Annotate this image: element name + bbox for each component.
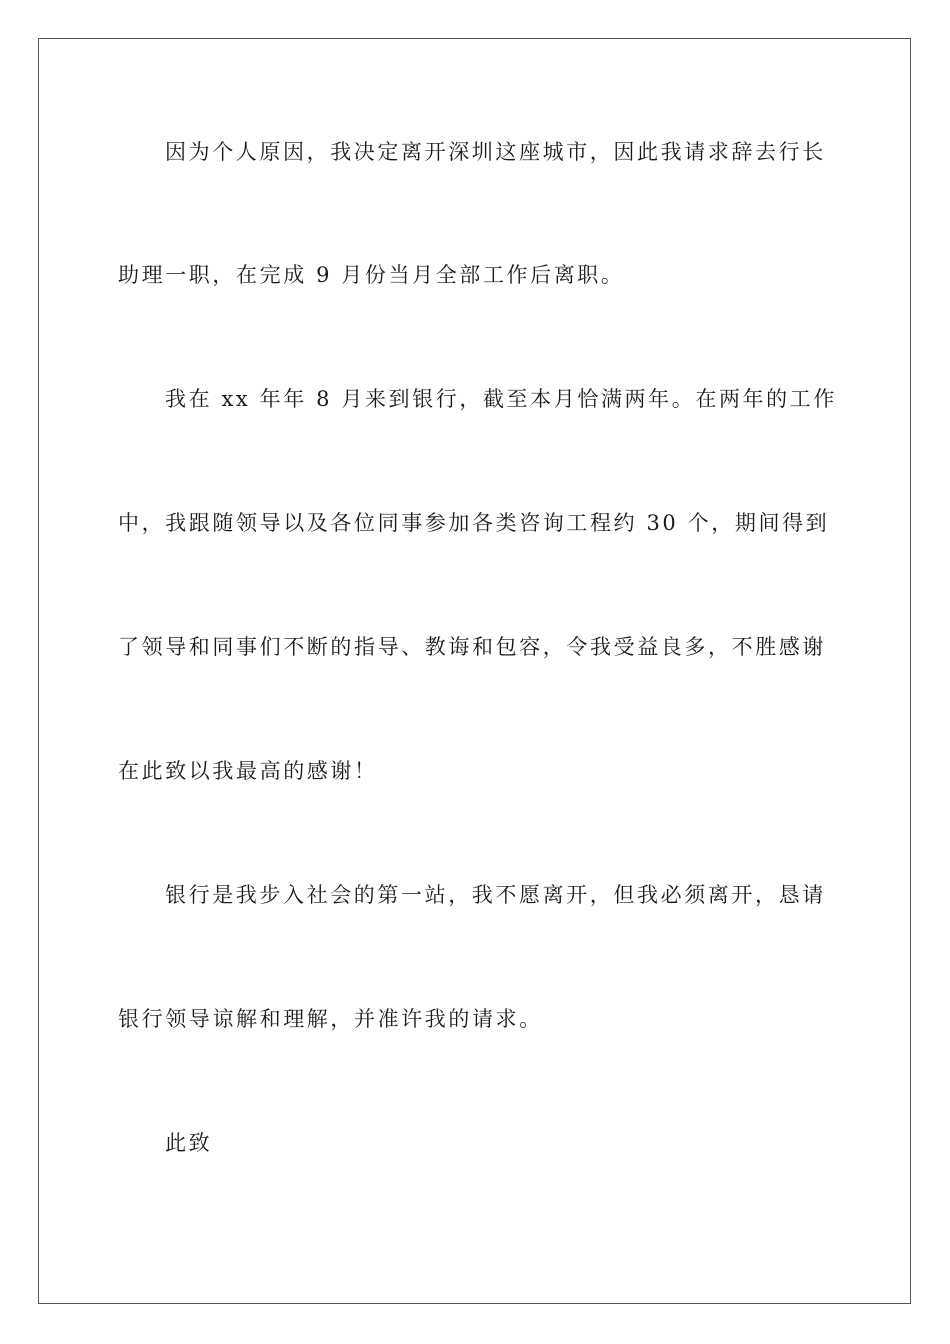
paragraph-2-line-2: 中，我跟随领导以及各位同事参加各类咨询工程约 30 个，期间得到 [118,511,830,535]
paragraph-3-line-1: 银行是我步入社会的第一站，我不愿离开，但我必须离开，恳请 [165,883,826,907]
paragraph-3-line-2: 银行领导谅解和理解，并准许我的请求。 [118,1007,543,1031]
closing-salutation: 此致 [165,1131,213,1155]
paragraph-1-line-1: 因为个人原因，我决定离开深圳这座城市，因此我请求辞去行长 [165,140,826,164]
paragraph-2-line-3: 了领导和同事们不断的指导、教诲和包容，令我受益良多，不胜感谢 [118,635,826,659]
page-border [38,38,911,1304]
paragraph-1-line-2: 助理一职，在完成 9 月份当月全部工作后离职。 [118,263,625,287]
paragraph-2-line-4: 在此致以我最高的感谢！ [118,759,378,783]
paragraph-2-line-1: 我在 xx 年年 8 月来到银行，截至本月恰满两年。在两年的工作 [165,387,837,411]
